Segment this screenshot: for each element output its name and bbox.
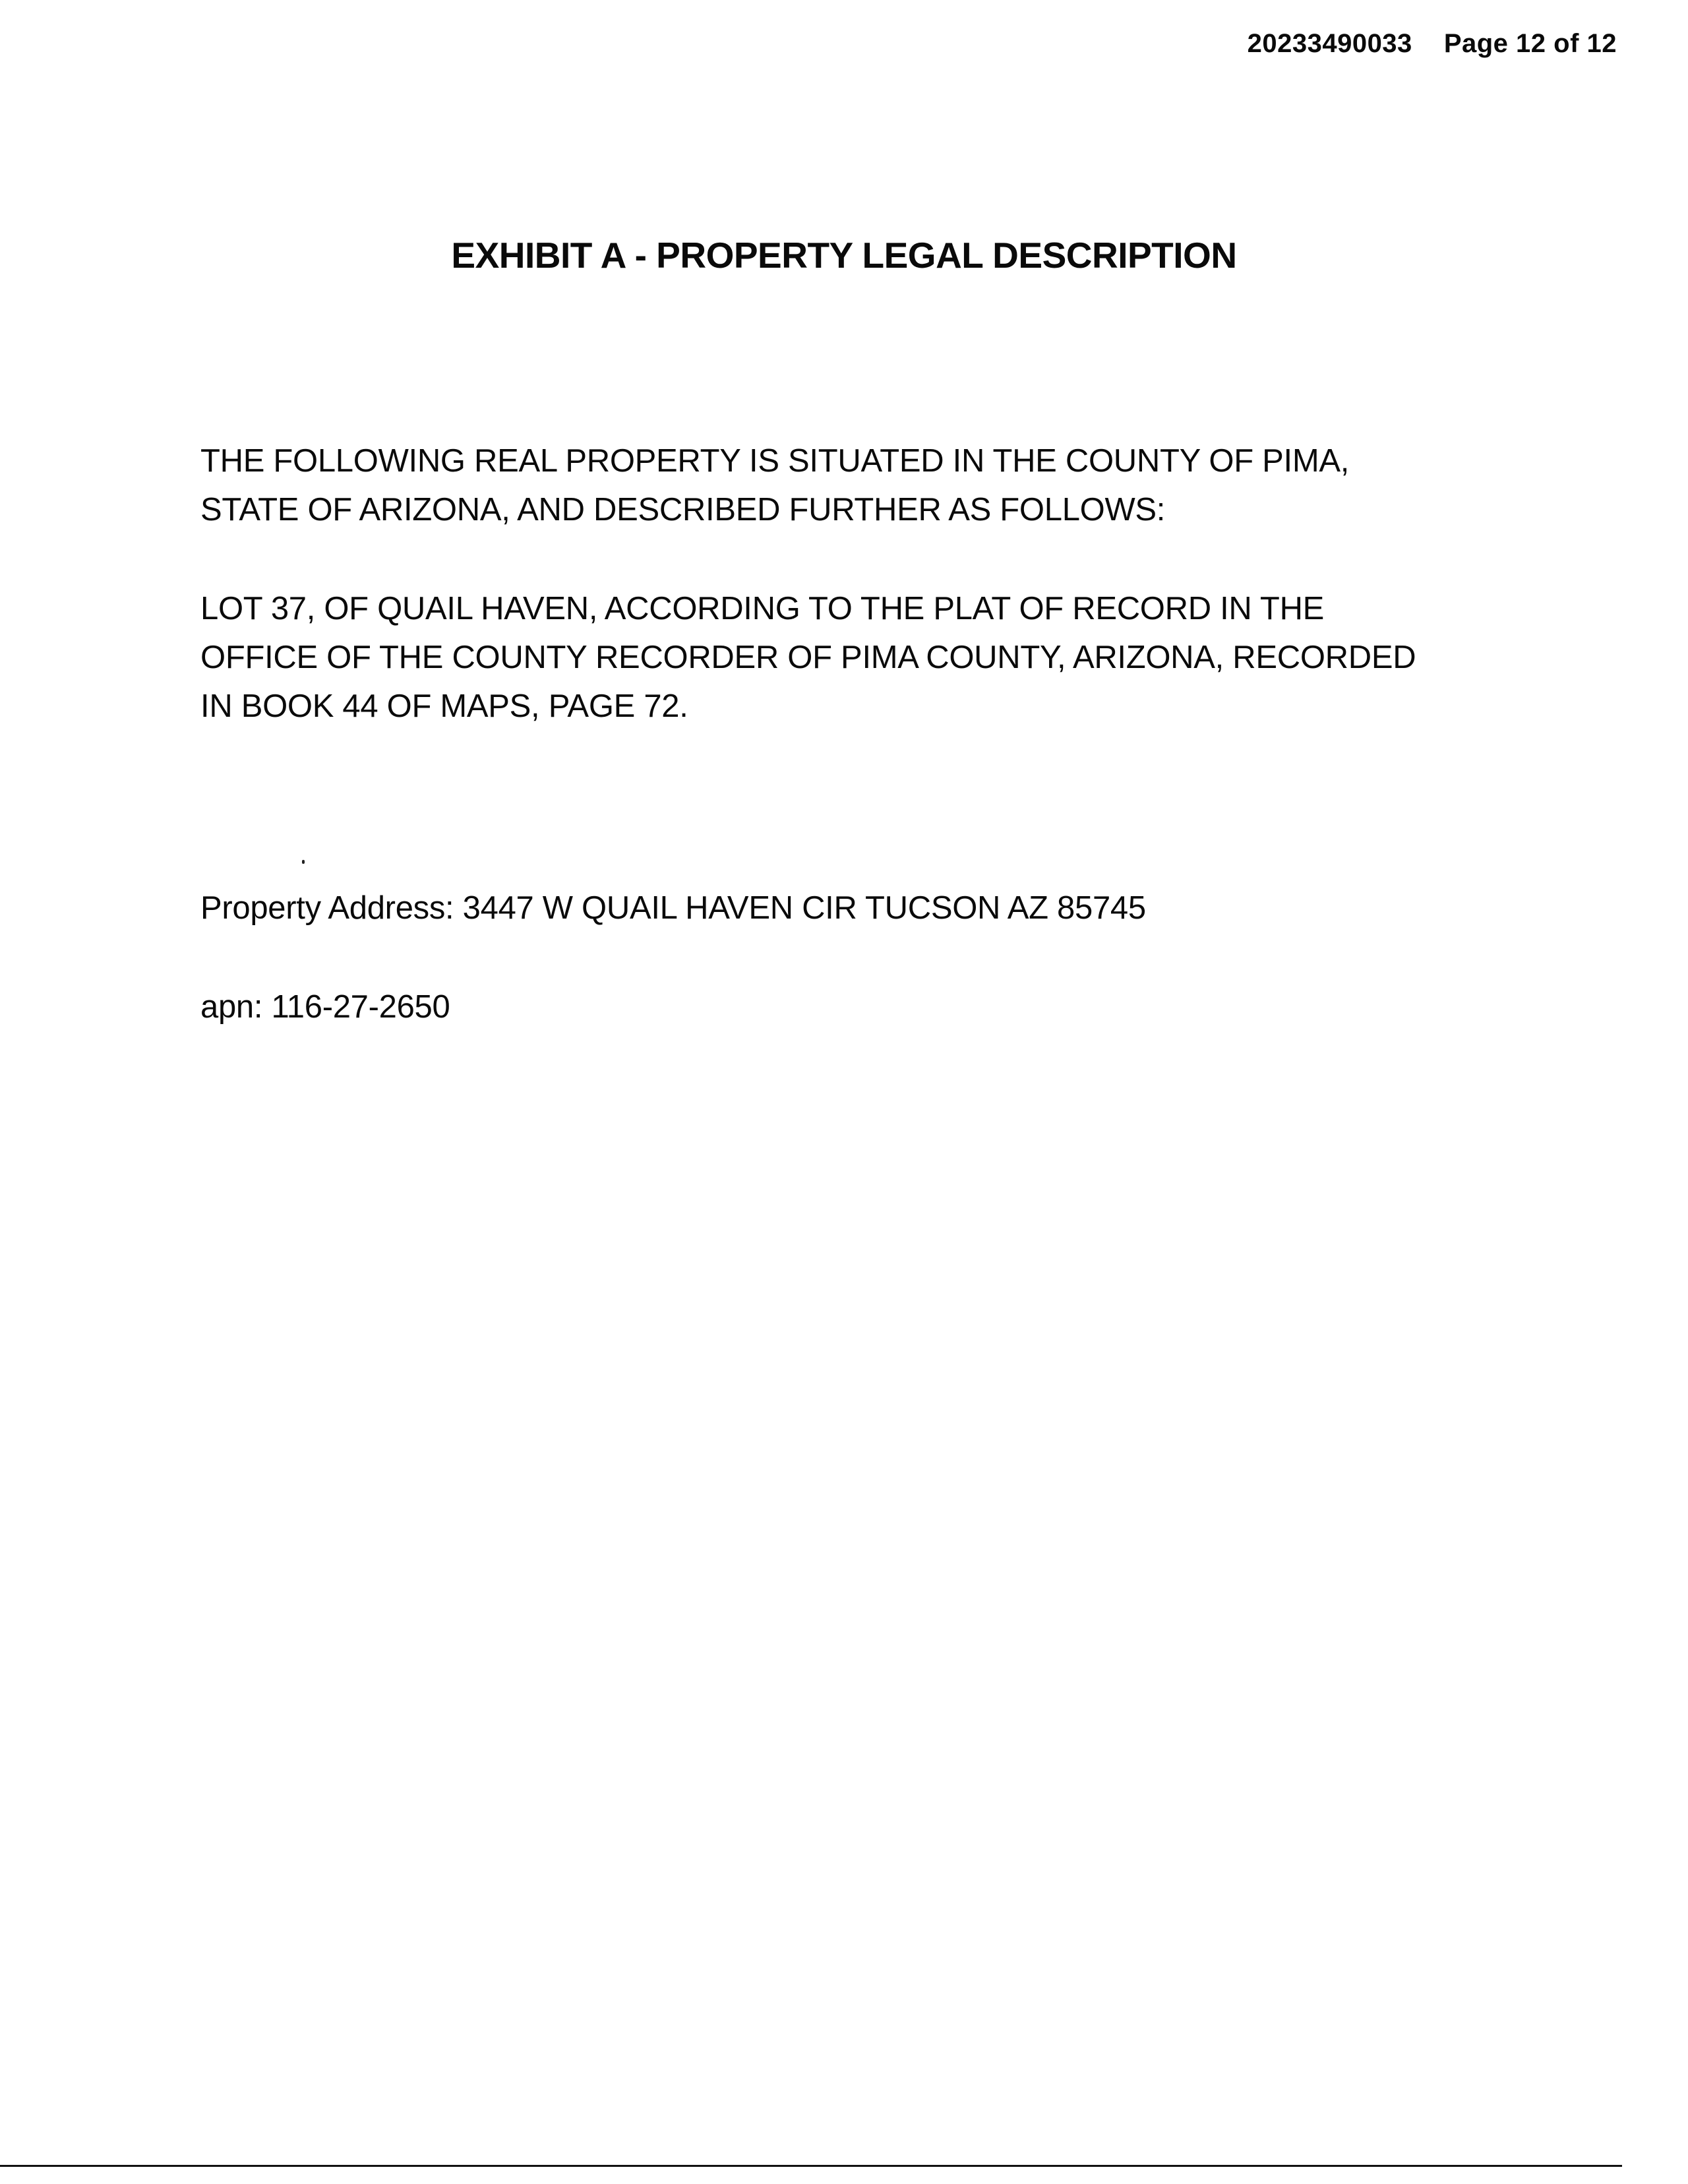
exhibit-title: EXHIBIT A - PROPERTY LEGAL DESCRIPTION — [451, 235, 1237, 276]
apn — [200, 983, 1519, 1031]
page-number: Page 12 of 12 — [1443, 29, 1617, 58]
bottom-divider — [0, 2165, 1622, 2167]
property-location-paragraph — [200, 437, 1519, 534]
property-location-text: THE FOLLOWING REAL PROPERTY IS SITUATED IN THE COUNTY OF PIMA, STATE OF ARIZONA, AND DESCRIBED FURTHER AS FOLLOWS: — [200, 443, 1350, 528]
recording-number: 20233490033 — [1247, 29, 1412, 58]
scan-speck — [302, 860, 305, 864]
legal-description-text: LOT 37, OF QUAIL HAVEN, ACCORDING TO THE PLAT OF RECORD IN THE OFFICE OF THE COUNTY RECORDER OF PIMA COUNTY, ARIZONA, RECORDED IN BOOK 44 OF MAPS, PAGE 72. — [200, 591, 1416, 724]
apn-text: apn: 116-27-2650 — [200, 989, 450, 1025]
legal-description-paragraph — [200, 584, 1519, 731]
property-address-text: Property Address: 3447 W QUAIL HAVEN CIR TUCSON AZ 85745 — [200, 890, 1146, 926]
page-header — [1248, 29, 1617, 59]
property-address — [200, 884, 1519, 932]
